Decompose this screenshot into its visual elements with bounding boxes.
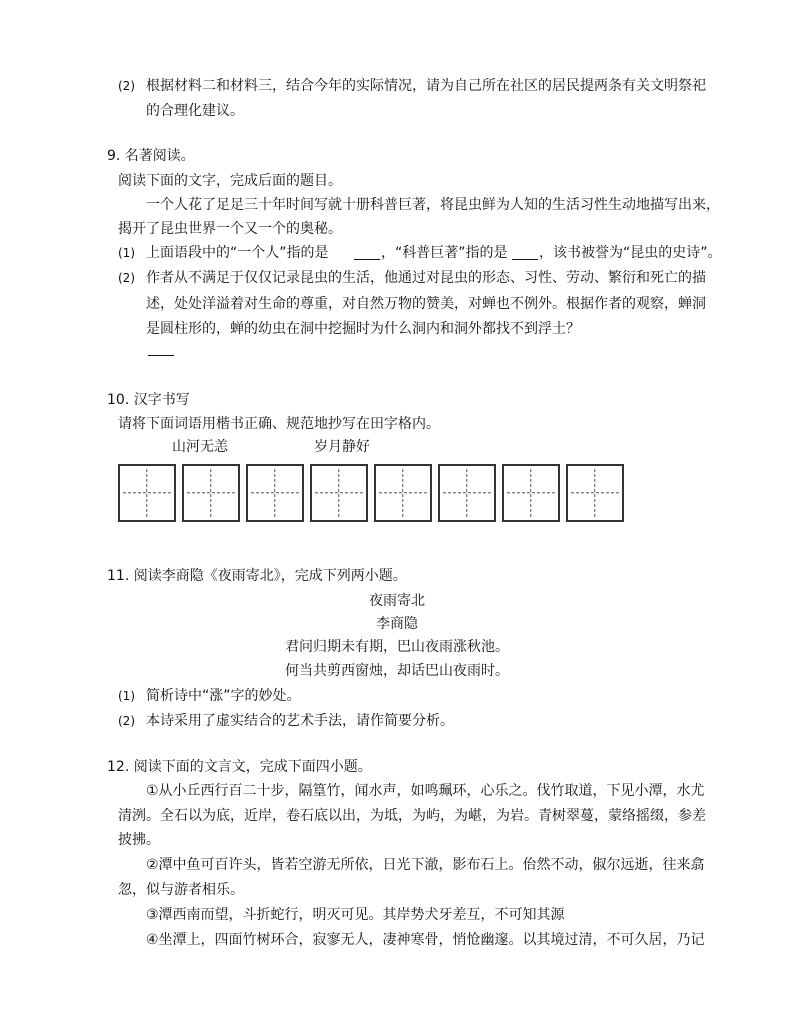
q9-sub2-answer-blank[interactable] <box>148 355 174 356</box>
poem-title: 夜雨寄北 <box>369 593 425 609</box>
q12-p1-line1: ①从小丘西行百二十步，隔篁竹，闻水声，如鸣珮环，心乐之。伐竹取道，下见小潭，水尤 <box>146 783 705 799</box>
q12-p2-line2: 忽，似与游者相乐。 <box>118 882 244 898</box>
q12-title: 12. 阅读下面的文言文，完成下面四小题。 <box>107 759 372 775</box>
q9-sub1-number: (1) <box>118 246 135 260</box>
q11-sub2-text: 本诗采用了虚实结合的艺术手法，请作简要分析。 <box>146 713 454 729</box>
q9-sub2-text-line2: 述，处处洋溢着对生命的尊重，对自然万物的赞美，对蝉也不例外。根据作者的观察，蝉洞 <box>146 296 706 312</box>
q9-sub1-blank-2[interactable] <box>512 259 538 260</box>
q9-instruction: 阅读下面的文字，完成后面的题目。 <box>118 173 342 189</box>
q9-sub1-text-b: ，“科普巨著”指的是 <box>381 245 508 261</box>
q10-title: 10. 汉字书写 <box>107 392 190 408</box>
q9-sub2-text-line1: 作者从不满足于仅仅记录昆虫的生活，他通过对昆虫的形态、习性、劳动、繁衍和死亡的描 <box>146 270 706 286</box>
tianzige-cell[interactable] <box>310 464 368 522</box>
q10-word1: 山河无恙 <box>172 439 228 455</box>
q12-p2-line1: ②潭中鱼可百许头，皆若空游无所依，日光下澈，影布石上。佁然不动，俶尔远逝，往来翕 <box>146 857 705 873</box>
poem-line1: 君问归期未有期，巴山夜雨涨秋池。 <box>285 639 509 655</box>
tianzige-cell[interactable] <box>182 464 240 522</box>
tianzige-grid <box>118 464 624 522</box>
q12-p1-line2: 清洌。全石以为底，近岸，卷石底以出，为坻，为屿，为嵁，为岩。青树翠蔓，蒙络摇缀，参差 <box>118 808 706 824</box>
tianzige-cell[interactable] <box>246 464 304 522</box>
q8-sub2-text-line2: 的合理化建议。 <box>146 103 244 119</box>
q9-title: 9. 名著阅读。 <box>107 148 195 164</box>
q11-sub2-number: (2) <box>118 714 135 728</box>
tianzige-cell[interactable] <box>374 464 432 522</box>
q12-p1-line3: 披拂。 <box>118 832 160 848</box>
q10-word2: 岁月静好 <box>314 439 370 455</box>
tianzige-cell[interactable] <box>118 464 176 522</box>
tianzige-cell[interactable] <box>438 464 496 522</box>
q9-passage-line1: 一个人花了足足三十年时间写就十册科普巨著，将昆虫鲜为人知的生活习性生动地描写出来， <box>146 197 720 213</box>
q9-sub1-blank-1[interactable] <box>354 259 380 260</box>
q12-p3-line1: ③潭西南而望，斗折蛇行，明灭可见。其岸势犬牙差互，不可知其源 <box>146 907 565 923</box>
q9-sub2-text-line3: 是圆柱形的，蝉的幼虫在洞中挖掘时为什么洞内和洞外都找不到浮土？ <box>146 321 580 337</box>
tianzige-cell[interactable] <box>566 464 624 522</box>
poem-line2: 何当共剪西窗烛，却话巴山夜雨时。 <box>285 663 509 679</box>
q8-sub2-number: (2) <box>118 79 135 93</box>
q9-sub2-number: (2) <box>118 271 135 285</box>
q11-sub1-number: (1) <box>118 689 135 703</box>
q11-title: 11. 阅读李商隐《夜雨寄北》，完成下列两小题。 <box>107 568 407 584</box>
poem-author: 李商隐 <box>376 616 418 632</box>
q12-p4-line1: ④坐潭上，四面竹树环合，寂寥无人，凄神寒骨，悄怆幽邃。以其境过清，不可久居，乃记 <box>146 932 705 948</box>
q9-passage-line2: 揭开了昆虫世界一个又一个的奥秘。 <box>118 221 342 237</box>
q11-sub1-text: 简析诗中“涨”字的妙处。 <box>146 688 301 704</box>
q8-sub2-text-line1: 根据材料二和材料三，结合今年的实际情况，请为自己所在社区的居民提两条有关文明祭祀 <box>146 78 706 94</box>
q10-instruction: 请将下面词语用楷书正确、规范地抄写在田字格内。 <box>118 416 440 432</box>
q9-sub1-text-c: ，该书被誉为“昆虫的史诗”。 <box>539 245 722 261</box>
q9-sub1-text-a: 上面语段中的“一个人”指的是 <box>146 245 329 261</box>
tianzige-cell[interactable] <box>502 464 560 522</box>
